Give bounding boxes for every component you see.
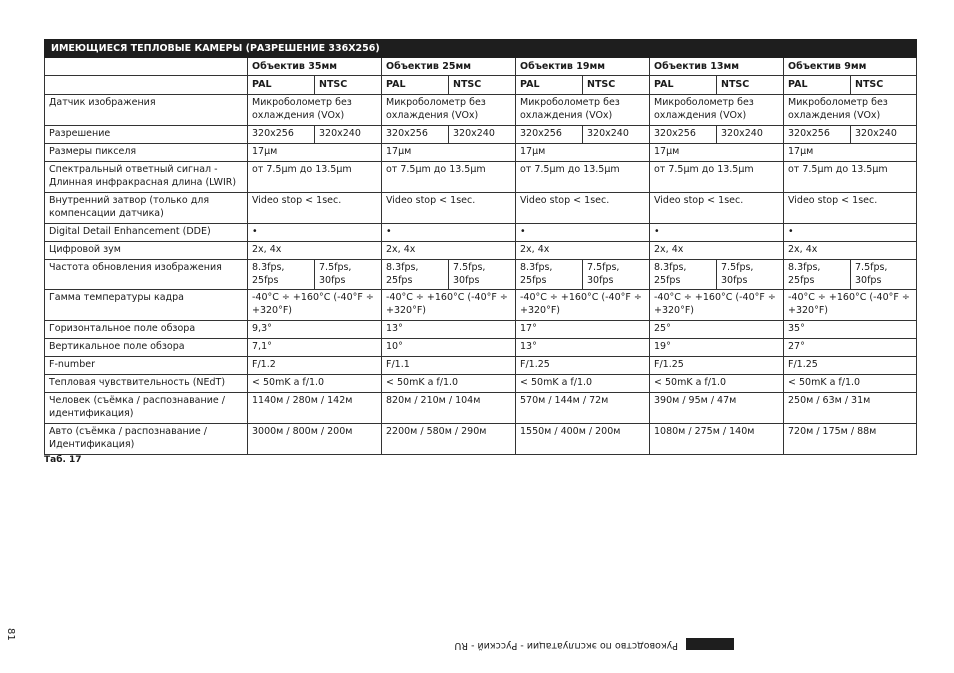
value-cell: F/1.25 [784,357,917,375]
value-cell: 2200м / 580м / 290м [382,424,516,455]
table-row [45,424,917,455]
value-cell: 2x, 4x [516,242,650,260]
value-cell: от 7.5µm до 13.5µm [516,162,650,193]
manual-title: Руководство по эксплуатации - Русский - RU [454,640,678,651]
row-label: F-number [45,357,248,375]
value-cell: -40°C ÷ +160°C (-40°F ÷ +320°F) [650,290,784,321]
pal-value-cell: 8.3fps, 25fps [248,260,315,290]
table-row [45,339,917,357]
value-cell: F/1.2 [248,357,382,375]
value-cell: 17µм [784,144,917,162]
row-label: Тепловая чувствительность (NEdT) [45,375,248,393]
value-cell: Микроболометр без охлаждения (VOx) [248,95,382,126]
ntsc-value-cell: 320x240 [449,126,516,144]
table-row [45,95,917,126]
value-cell: 7,1° [248,339,382,357]
value-cell: < 50mK a f/1.0 [650,375,784,393]
ntsc-header: NTSC [583,76,650,95]
row-label: Разрешение [45,126,248,144]
ntsc-header: NTSC [315,76,382,95]
value-cell: Микроболометр без охлаждения (VOx) [382,95,516,126]
lens-header: Объектив 13мм [650,58,784,76]
value-cell: • [248,224,382,242]
row-label: Горизонтальное поле обзора [45,321,248,339]
row-label: Размеры пикселя [45,144,248,162]
value-cell: 19° [650,339,784,357]
table-row [45,162,917,193]
pal-value-cell: 8.3fps, 25fps [382,260,449,290]
value-cell: Video stop < 1sec. [516,193,650,224]
value-cell: 820м / 210м / 104м [382,393,516,424]
value-cell: • [650,224,784,242]
pal-value-cell: 8.3fps, 25fps [784,260,851,290]
pal-value-cell: 320x256 [784,126,851,144]
value-cell: • [784,224,917,242]
row-label: Человек (съёмка / распознавание / идентификация) [45,393,248,424]
value-cell: от 7.5µm до 13.5µm [784,162,917,193]
value-cell: Video stop < 1sec. [248,193,382,224]
value-cell: 17µм [650,144,784,162]
value-cell: 1140м / 280м / 142м [248,393,382,424]
lens-header: Объектив 35мм [248,58,382,76]
page-number: 81 [5,628,16,641]
pal-header: PAL [784,76,851,95]
value-cell: -40°C ÷ +160°C (-40°F ÷ +320°F) [516,290,650,321]
value-cell: 13° [516,339,650,357]
value-cell: 1080м / 275м / 140м [650,424,784,455]
row-label: Цифровой зум [45,242,248,260]
ntsc-value-cell: 320x240 [583,126,650,144]
value-cell: 2x, 4x [784,242,917,260]
specs-table [44,39,917,455]
table-row [45,290,917,321]
value-cell: 35° [784,321,917,339]
value-cell: 2x, 4x [382,242,516,260]
table-row [45,144,917,162]
pal-value-cell: 320x256 [248,126,315,144]
table-row [45,224,917,242]
value-cell: Микроболометр без охлаждения (VOx) [516,95,650,126]
row-label: Гамма температуры кадра [45,290,248,321]
table-row [45,260,917,290]
footer-bar [686,638,734,650]
pal-header: PAL [516,76,583,95]
lens-header: Объектив 9мм [784,58,917,76]
lens-header: Объектив 19мм [516,58,650,76]
value-cell: 17µм [248,144,382,162]
value-cell: 17µм [516,144,650,162]
pal-header: PAL [650,76,717,95]
value-cell: -40°C ÷ +160°C (-40°F ÷ +320°F) [248,290,382,321]
ntsc-header: NTSC [717,76,784,95]
value-cell: 17° [516,321,650,339]
value-cell: 25° [650,321,784,339]
value-cell: • [516,224,650,242]
value-cell: от 7.5µm до 13.5µm [650,162,784,193]
ntsc-header: NTSC [851,76,917,95]
pal-value-cell: 320x256 [516,126,583,144]
value-cell: < 50mK a f/1.0 [516,375,650,393]
table-row [45,321,917,339]
pal-value-cell: 8.3fps, 25fps [650,260,717,290]
value-cell: Микроболометр без охлаждения (VOx) [650,95,784,126]
value-cell: 17µм [382,144,516,162]
table-row [45,357,917,375]
table-row [45,126,917,144]
value-cell: 570м / 144м / 72м [516,393,650,424]
value-cell: от 7.5µm до 13.5µm [248,162,382,193]
pal-value-cell: 320x256 [382,126,449,144]
ntsc-value-cell: 7.5fps, 30fps [315,260,382,290]
row-label: Спектральный ответный сигнал - Длинная инфракрасная длина (LWIR) [45,162,248,193]
value-cell: F/1.25 [650,357,784,375]
value-cell: F/1.1 [382,357,516,375]
value-cell: 13° [382,321,516,339]
ntsc-value-cell: 320x240 [851,126,917,144]
lens-header: Объектив 25мм [382,58,516,76]
value-cell: 1550м / 400м / 200м [516,424,650,455]
ntsc-value-cell: 320x240 [315,126,382,144]
value-cell: 27° [784,339,917,357]
value-cell: 10° [382,339,516,357]
value-cell: Video stop < 1sec. [784,193,917,224]
ntsc-value-cell: 7.5fps, 30fps [449,260,516,290]
pal-value-cell: 320x256 [650,126,717,144]
row-label: Внутренний затвор (только для компенсации датчика) [45,193,248,224]
row-label: Авто (съёмка / распознавание / Идентификация) [45,424,248,455]
value-cell: Video stop < 1sec. [650,193,784,224]
value-cell: F/1.25 [516,357,650,375]
ntsc-header: NTSC [449,76,516,95]
table-title: ИМЕЮЩИЕСЯ ТЕПЛОВЫЕ КАМЕРЫ (РАЗРЕШЕНИЕ 336X256) [45,40,917,58]
row-label: Вертикальное поле обзора [45,339,248,357]
row-label: Частота обновления изображения [45,260,248,290]
ntsc-value-cell: 7.5fps, 30fps [583,260,650,290]
row-label: Digital Detail Enhancement (DDE) [45,224,248,242]
value-cell: < 50mK a f/1.0 [382,375,516,393]
value-cell: -40°C ÷ +160°C (-40°F ÷ +320°F) [382,290,516,321]
empty-header-cell [45,76,248,95]
value-cell: 3000м / 800м / 200м [248,424,382,455]
ntsc-value-cell: 7.5fps, 30fps [851,260,917,290]
value-cell: Video stop < 1sec. [382,193,516,224]
pal-value-cell: 8.3fps, 25fps [516,260,583,290]
value-cell: 9,3° [248,321,382,339]
table-row [45,375,917,393]
pal-header: PAL [382,76,449,95]
row-label: Датчик изображения [45,95,248,126]
ntsc-value-cell: 7.5fps, 30fps [717,260,784,290]
value-cell: 390м / 95м / 47м [650,393,784,424]
value-cell: -40°C ÷ +160°C (-40°F ÷ +320°F) [784,290,917,321]
ntsc-value-cell: 320x240 [717,126,784,144]
table-row [45,242,917,260]
value-cell: Микроболометр без охлаждения (VOx) [784,95,917,126]
table-caption: Таб. 17 [44,455,82,465]
value-cell: 2x, 4x [248,242,382,260]
table-row [45,193,917,224]
value-cell: < 50mK a f/1.0 [248,375,382,393]
value-cell: 2x, 4x [650,242,784,260]
table-row [45,393,917,424]
value-cell: 720м / 175м / 88м [784,424,917,455]
value-cell: • [382,224,516,242]
value-cell: от 7.5µm до 13.5µm [382,162,516,193]
value-cell: < 50mK a f/1.0 [784,375,917,393]
value-cell: 250м / 63м / 31м [784,393,917,424]
empty-header-cell [45,58,248,76]
pal-header: PAL [248,76,315,95]
